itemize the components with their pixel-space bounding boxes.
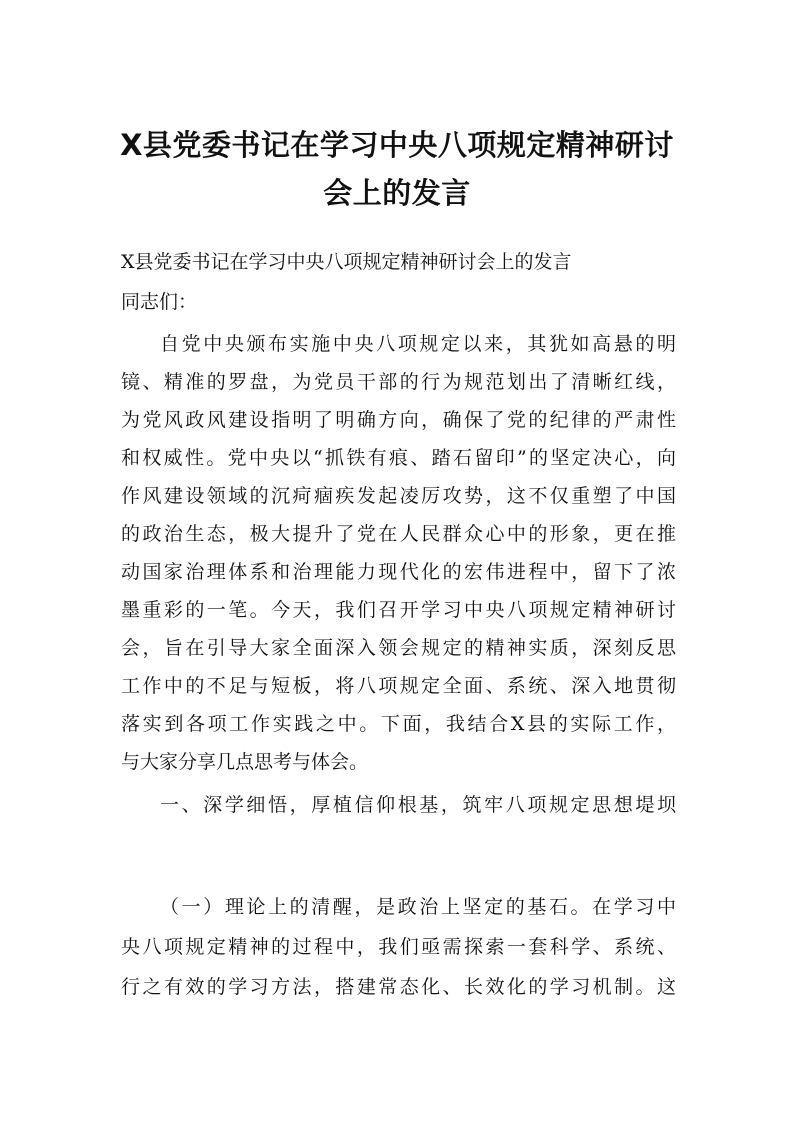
paragraph-line: （一）理论上的清醒，是政治上坚定的基石。在学习中 — [160, 896, 676, 918]
paragraph-line: 落实到各项工作实践之中。下面，我结合X县的实际工作， — [121, 713, 676, 735]
paragraph-line: 和权威性。党中央以“抓铁有痕、踏石留印”的坚定决心，向 — [121, 447, 676, 469]
paragraph-line: 自党中央颁布实施中央八项规定以来，其犹如高悬的明 — [160, 333, 676, 355]
paragraph-line: 墨重彩的一笔。今天，我们召开学习中央八项规定精神研讨 — [121, 599, 676, 621]
paragraph-line: 会，旨在引导大家全面深入领会规定的精神实质，深刻反思 — [121, 637, 676, 659]
paragraph-line: 的政治生态，极大提升了党在人民群众心中的形象，更在推 — [121, 523, 676, 545]
paragraph-line: 镜、精准的罗盘，为党员干部的行为规范划出了清晰红线， — [121, 371, 676, 393]
document-subtitle: X县党委书记在学习中央八项规定精神研讨会上的发言 — [121, 251, 572, 273]
salutation: 同志们： — [121, 291, 198, 313]
document-title-line-1: X县党委书记在学习中央八项规定精神研讨 — [120, 128, 674, 162]
paragraph-line: 行之有效的学习方法，搭建常态化、长效化的学习机制。这 — [121, 976, 676, 998]
paragraph-line: 与大家分享几点思考与体会。 — [121, 751, 369, 773]
document-title-line-2: 会上的发言 — [323, 176, 471, 210]
paragraph-line: 为党风政风建设指明了明确方向，确保了党的纪律的严肃性 — [121, 409, 676, 431]
paragraph-line: 央八项规定精神的过程中，我们亟需探索一套科学、系统、 — [121, 936, 676, 958]
paragraph-line: 作风建设领域的沉疴痼疾发起凌厉攻势，这不仅重塑了中国 — [121, 485, 676, 507]
paragraph-line: 动国家治理体系和治理能力现代化的宏伟进程中，留下了浓 — [121, 561, 676, 583]
section-heading: 一、深学细悟，厚植信仰根基，筑牢八项规定思想堤坝 — [160, 794, 676, 816]
paragraph-line: 工作中的不足与短板，将八项规定全面、系统、深入地贯彻 — [121, 675, 676, 697]
